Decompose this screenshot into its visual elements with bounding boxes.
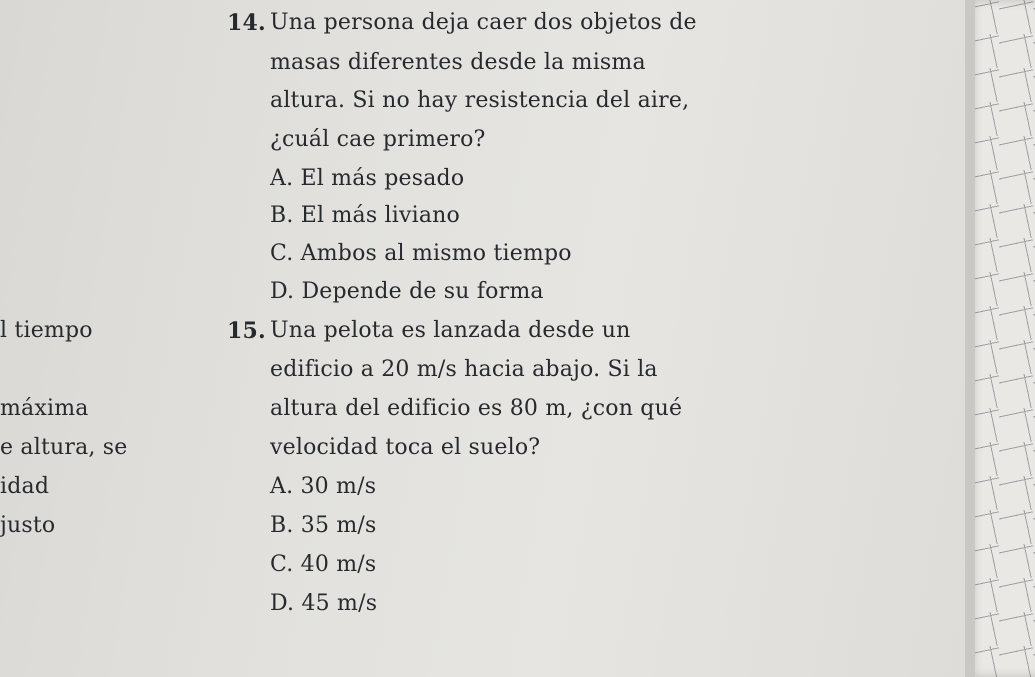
left-fragment: justo	[0, 513, 56, 538]
answer-option: D. 45 m/s	[270, 591, 378, 616]
question-stem-line: masas diferentes desde la misma	[270, 50, 646, 75]
left-fragment: l tiempo	[0, 318, 93, 343]
question-number: 14.	[227, 10, 266, 36]
answer-option: A. 30 m/s	[270, 474, 377, 499]
question-stem-line: altura. Si no hay resistencia del aire,	[270, 88, 690, 113]
answer-option: B. El más liviano	[270, 203, 460, 228]
answer-option: A. El más pesado	[270, 166, 465, 191]
question-stem-line: altura del edificio es 80 m, ¿con qué	[270, 396, 683, 421]
grid-paper-edge	[965, 0, 1035, 677]
question-number: 15.	[227, 318, 266, 344]
question-stem-line: Una persona deja caer dos objetos de	[270, 10, 697, 35]
answer-option: D. Depende de su forma	[270, 279, 544, 304]
left-fragment: idad	[0, 474, 50, 499]
left-fragment: e altura, se	[0, 435, 128, 460]
answer-option: C. 40 m/s	[270, 552, 377, 577]
question-stem-line: Una pelota es lanzada desde un	[270, 318, 631, 343]
left-fragment: máxima	[0, 396, 89, 421]
answer-option: B. 35 m/s	[270, 513, 377, 538]
question-stem-line: ¿cuál cae primero?	[270, 127, 486, 152]
question-stem-line: edificio a 20 m/s hacia abajo. Si la	[270, 357, 658, 382]
answer-option: C. Ambos al mismo tiempo	[270, 241, 572, 266]
question-stem-line: velocidad toca el suelo?	[270, 435, 541, 460]
